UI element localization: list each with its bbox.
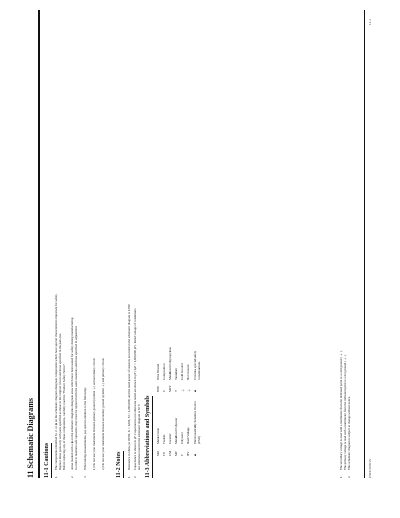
hot-ground-icon: ⏚ bbox=[187, 388, 191, 392]
page-number: 11-1 bbox=[368, 18, 372, 25]
caution-3-line-1: When taking measurements, pay special attention to the following: bbox=[83, 387, 87, 470]
caution-1-line-3: Before replacing any of these components, carefully read the "Product Safety Notice". bbox=[62, 363, 66, 470]
caution-2-line-1: Areas marked with a ◈ on the schematic diagrams designate areas which have been sealed for safety during manufacturing. bbox=[70, 316, 74, 470]
final-note-1b: The primary voltage is read with a multimeter from the indicated point to a hot ground ( ⏚ ). bbox=[343, 354, 347, 470]
note-2-line-2: not otherwise noted in the schematic diagram is 50 V. bbox=[137, 403, 141, 470]
note-2-number: 2. bbox=[133, 475, 137, 478]
final-note-2: This schematic diagram is subject to change without notice. bbox=[347, 396, 351, 470]
caution-3-line-3: 2) Do not use your instrument between secondary ground (symbol ⏚) and primary circuit. bbox=[101, 357, 105, 470]
heading-cautions: 11-1 Cautions bbox=[44, 442, 50, 478]
caution-2-number: 2. bbox=[70, 475, 74, 478]
note-1-line-1: Resistance in ohms (or OHM, K = 1,000, M = 1,000,000) and the rated power of resistors not noted in the schematic diagram is 1/8W. bbox=[127, 303, 131, 470]
caution-1-number: 1. bbox=[54, 475, 58, 478]
top-rule bbox=[38, 10, 40, 478]
safety-triangle-icon bbox=[194, 390, 196, 392]
caution-3-line-2: 1) Do not use your instrument between primary ground (symbol ⏚) and secondary circuit. bbox=[92, 357, 96, 470]
final-note-1-number: 1. bbox=[339, 475, 343, 478]
heading-abbreviations: 11-3 Abbreviations and Symbols bbox=[145, 395, 151, 478]
rotated-page: 11 Schematic Diagrams 11-1 Cautions 1. The components identified by ⚠ or ◈ on the schematic diagram designate components which have special characteristics important for safety. Replace these parts only with parts specified as those in the original circuit and those specified in the parts list. Before replacing any of these components, carefully read the "Product Safety Notice". 2. Areas marked with a ◈ on the schematic diagrams designate areas which have been sealed for safety during manufacturing. In order to maintain safe operation, they must be replaced with the same materials and those specified in adjustment. 3. When taking measurements, pay special attention to the following: 1) Do not use your instrument between primary ground (symbol ⏚) and secondary circuit. 2) Do not use your instrument between secondary ground (symbol ⏚) and primary circuit. 11-2 Notes 1. Resistance in ohms (or OHM, K = 1,000, M = 1,000,000) and the rated power of resistors not noted in the schematic diagram is 1/8W. 2. Capacitance is shown in μF. Capacitances not otherwise noted are shown in pF (1μF = 1,000,000 pF). Rated voltage of condensers not otherwise noted in the schematic diagram is 50 V. 11-3 Abbreviations and Symbols MO Metal Oxide FU Fusible CM Ceramic MP Metallized Polyester P Polyester HV Hard Voltage Electrostatically Sensitive Device (ESD) WW Wire Wound C Composition MPP Metallized Polypropylene T Tantalum ⏚ Cold Ground ⏚ Hot Ground Provides special safety considerations 1. The secondary voltage is read with a multimeter from the indicated point to a cold ground ( ⏚ ). The primary voltage is read with a multimeter from the indicated point to a hot ground ( ⏚ ). 2. This schematic diagram is subject to change without notice. CW21/CW15 11-1 bbox=[0, 0, 400, 518]
heading-notes: 11-2 Notes bbox=[116, 451, 122, 478]
cold-ground-icon: ⏚ bbox=[181, 388, 185, 392]
final-note-2-number: 2. bbox=[347, 475, 351, 478]
caution-2-line-2: In order to maintain safe operation, they must be replaced with the same materials and those specified in adjustment. bbox=[74, 325, 78, 470]
note-1-number: 1. bbox=[127, 475, 131, 478]
caution-3-number: 3. bbox=[83, 475, 87, 478]
note-2-line-1: Capacitance is shown in μF. Capacitances not otherwise noted are shown in pF (1μF = 1,000,000 pF). Rated voltage of condensers bbox=[133, 308, 137, 470]
caution-1-line-2: Replace these parts only with parts specified as those in the original circuit and those specified in the parts list. bbox=[58, 333, 62, 470]
model-number: CW21/CW15 bbox=[368, 459, 372, 478]
final-note-1: The secondary voltage is read with a multimeter from the indicated point to a cold ground ( ⏚ ). bbox=[339, 350, 343, 470]
page-title: 11 Schematic Diagrams bbox=[26, 398, 35, 478]
bottom-rule bbox=[364, 10, 365, 478]
warning-triangle-icon bbox=[194, 454, 196, 456]
caution-1-line-1: The components identified by ⚠ or ◈ on the schematic diagram designate components which have special characteristics important for safety. bbox=[54, 293, 58, 470]
